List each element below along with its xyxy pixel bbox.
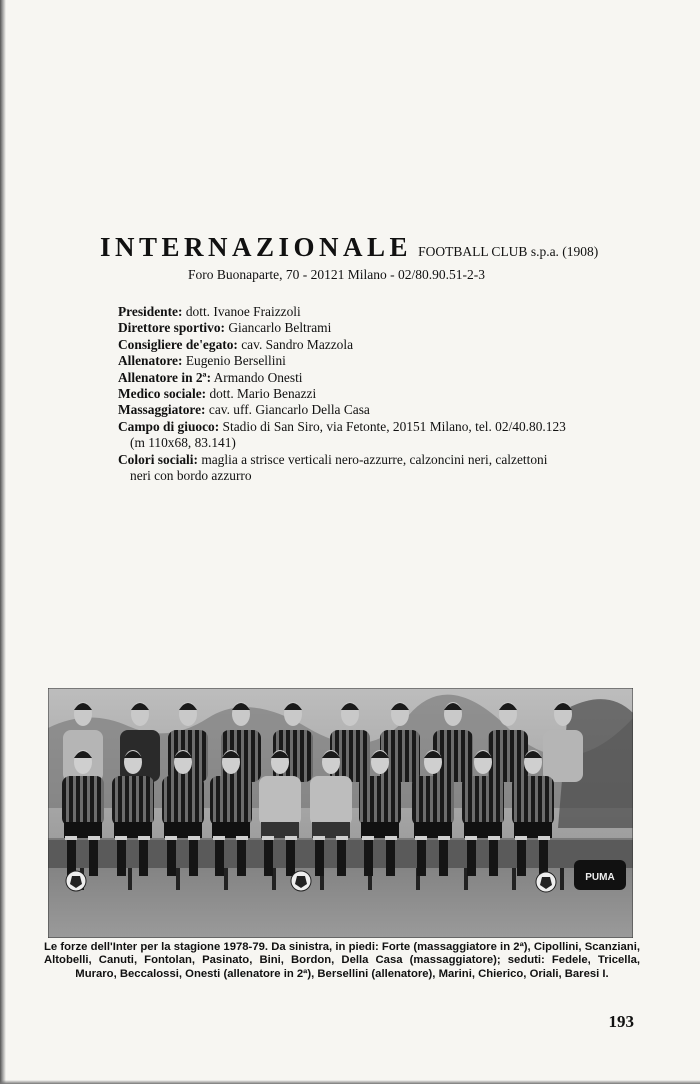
player-sock — [139, 838, 148, 876]
player-sock — [439, 838, 448, 876]
staff-value: dott. Ivanoe Fraizzoli — [185, 304, 301, 319]
player-sock — [215, 838, 224, 876]
player-knee — [488, 836, 500, 840]
player-shirt — [543, 730, 583, 782]
staff-value: maglia a strisce verticali nero-azzurre, calzoncini neri, calzettoni — [201, 451, 548, 467]
player-sock — [489, 838, 498, 876]
player-shirt — [112, 776, 154, 826]
bench-leg — [224, 868, 228, 890]
player-shirt — [310, 776, 352, 826]
player-knee — [415, 836, 427, 840]
player-knee — [465, 836, 477, 840]
player-sock — [286, 838, 295, 876]
player-knee — [88, 836, 100, 840]
staff-label: Consigliere de'egato: — [118, 336, 238, 352]
player-sock — [167, 838, 176, 876]
player-shirt — [412, 776, 454, 826]
player-sock — [67, 838, 76, 876]
staff-row-allenatore — [118, 353, 638, 369]
player-shirt — [259, 776, 301, 826]
club-title-line — [100, 232, 620, 263]
player-knee — [115, 836, 127, 840]
player-shorts — [361, 822, 399, 838]
staff-row-presidente — [118, 304, 638, 320]
staff-value-continuation: neri con bordo azzurro — [130, 468, 252, 484]
club-header — [100, 232, 620, 283]
player-shorts — [164, 822, 202, 838]
player-sock — [467, 838, 476, 876]
player-knee — [438, 836, 450, 840]
staff-value: Giancarlo Beltrami — [228, 320, 332, 336]
player-shirt — [359, 776, 401, 826]
staff-label: Massaggiatore: — [118, 402, 206, 418]
player-sock — [237, 838, 246, 876]
page-bottom-edge — [0, 1080, 700, 1084]
bench-leg — [176, 868, 180, 890]
club-subtitle: FOOTBALL CLUB s.p.a. (1908) — [418, 244, 599, 259]
player-knee — [65, 836, 77, 840]
player-shorts — [464, 822, 502, 838]
staff-label: Allenatore in 2ª: — [118, 369, 212, 385]
player-shirt — [512, 776, 554, 826]
player-knee — [138, 836, 150, 840]
staff-label: Colori sociali: — [118, 451, 198, 467]
player-sock — [89, 838, 98, 876]
bench-leg — [560, 868, 564, 890]
staff-value: Eugenio Bersellini — [185, 353, 286, 369]
page-binding-edge — [0, 0, 6, 1084]
staff-value: cav. Sandro Mazzola — [241, 336, 354, 352]
player-shirt — [62, 776, 104, 826]
player-sock — [364, 838, 373, 876]
team-photo — [48, 688, 633, 938]
player-sock — [337, 838, 346, 876]
staff-row-direttore — [118, 320, 638, 336]
staff-value: Stadio di San Siro, via Fetonte, 20151 Milano, tel. 02/40.80.123 — [222, 418, 566, 434]
player-knee — [515, 836, 527, 840]
player-knee — [336, 836, 348, 840]
player-knee — [385, 836, 397, 840]
staff-line — [118, 419, 638, 435]
player-shorts — [114, 822, 152, 838]
player-shirt — [210, 776, 252, 826]
player-shorts — [64, 822, 102, 838]
player-knee — [538, 836, 550, 840]
staff-label: Presidente: — [118, 304, 183, 319]
staff-list — [118, 304, 638, 484]
player-sock — [386, 838, 395, 876]
player-sock — [189, 838, 198, 876]
player-shirt — [462, 776, 504, 826]
player-shorts — [261, 822, 299, 838]
staff-row-colori — [118, 452, 638, 485]
bench-leg — [512, 868, 516, 890]
player-shorts — [414, 822, 452, 838]
page-number: 193 — [608, 1012, 634, 1031]
club-name: INTERNAZIONALE — [100, 232, 413, 262]
staff-value: Armando Onesti — [213, 369, 303, 385]
player-sock — [264, 838, 273, 876]
player-sock — [117, 838, 126, 876]
staff-line — [118, 452, 638, 468]
player-knee — [362, 836, 374, 840]
player-knee — [213, 836, 225, 840]
staff-value-continuation: (m 110x68, 83.141) — [130, 435, 236, 451]
player-knee — [188, 836, 200, 840]
player-knee — [285, 836, 297, 840]
player-sock — [539, 838, 548, 876]
staff-row-allenatore-2 — [118, 370, 638, 386]
player-sock — [315, 838, 324, 876]
staff-label: Direttore sportivo: — [118, 320, 225, 336]
player-knee — [313, 836, 325, 840]
player-knee — [262, 836, 274, 840]
staff-row-medico — [118, 386, 638, 402]
player-shorts — [312, 822, 350, 838]
player-sock — [417, 838, 426, 876]
staff-value: dott. Mario Benazzi — [209, 386, 317, 402]
staff-row-campo — [118, 419, 638, 452]
player-knee — [236, 836, 248, 840]
staff-label: Campo di giuoco: — [118, 418, 220, 434]
player-shorts — [514, 822, 552, 838]
staff-value: cav. uff. Giancarlo Della Casa — [208, 402, 370, 418]
player-shirt — [488, 730, 528, 782]
staff-label: Medico sociale: — [118, 386, 207, 402]
staff-row-consigliere — [118, 337, 638, 353]
staff-row-massaggiatore — [118, 402, 638, 418]
player-sock — [517, 838, 526, 876]
puma-bag-label: PUMA — [585, 872, 615, 883]
club-address: Foro Buonaparte, 70 - 20121 Milano - 02/80.90.51-2-3 — [188, 267, 485, 282]
staff-label: Allenatore: — [118, 353, 183, 369]
player-knee — [165, 836, 177, 840]
team-photo-illustration — [48, 688, 633, 938]
player-shirt — [162, 776, 204, 826]
bench-leg — [128, 868, 132, 890]
player-shorts — [212, 822, 250, 838]
photo-caption: Le forze dell'Inter per la stagione 1978-79. Da sinistra, in piedi: Forte (massaggiatore in 2ª), Cipollini, Scanziani, Altobelli, Canuti, Fontolan, Pasinato, Bini, Bordon, Della Casa (massaggiatore); seduti: Fedele, Tricella, Muraro, Beccalossi, Onesti (allenatore in 2ª), Bersellini (allenatore), Marini, Chierico, Oriali, Baresi I. — [44, 941, 640, 980]
